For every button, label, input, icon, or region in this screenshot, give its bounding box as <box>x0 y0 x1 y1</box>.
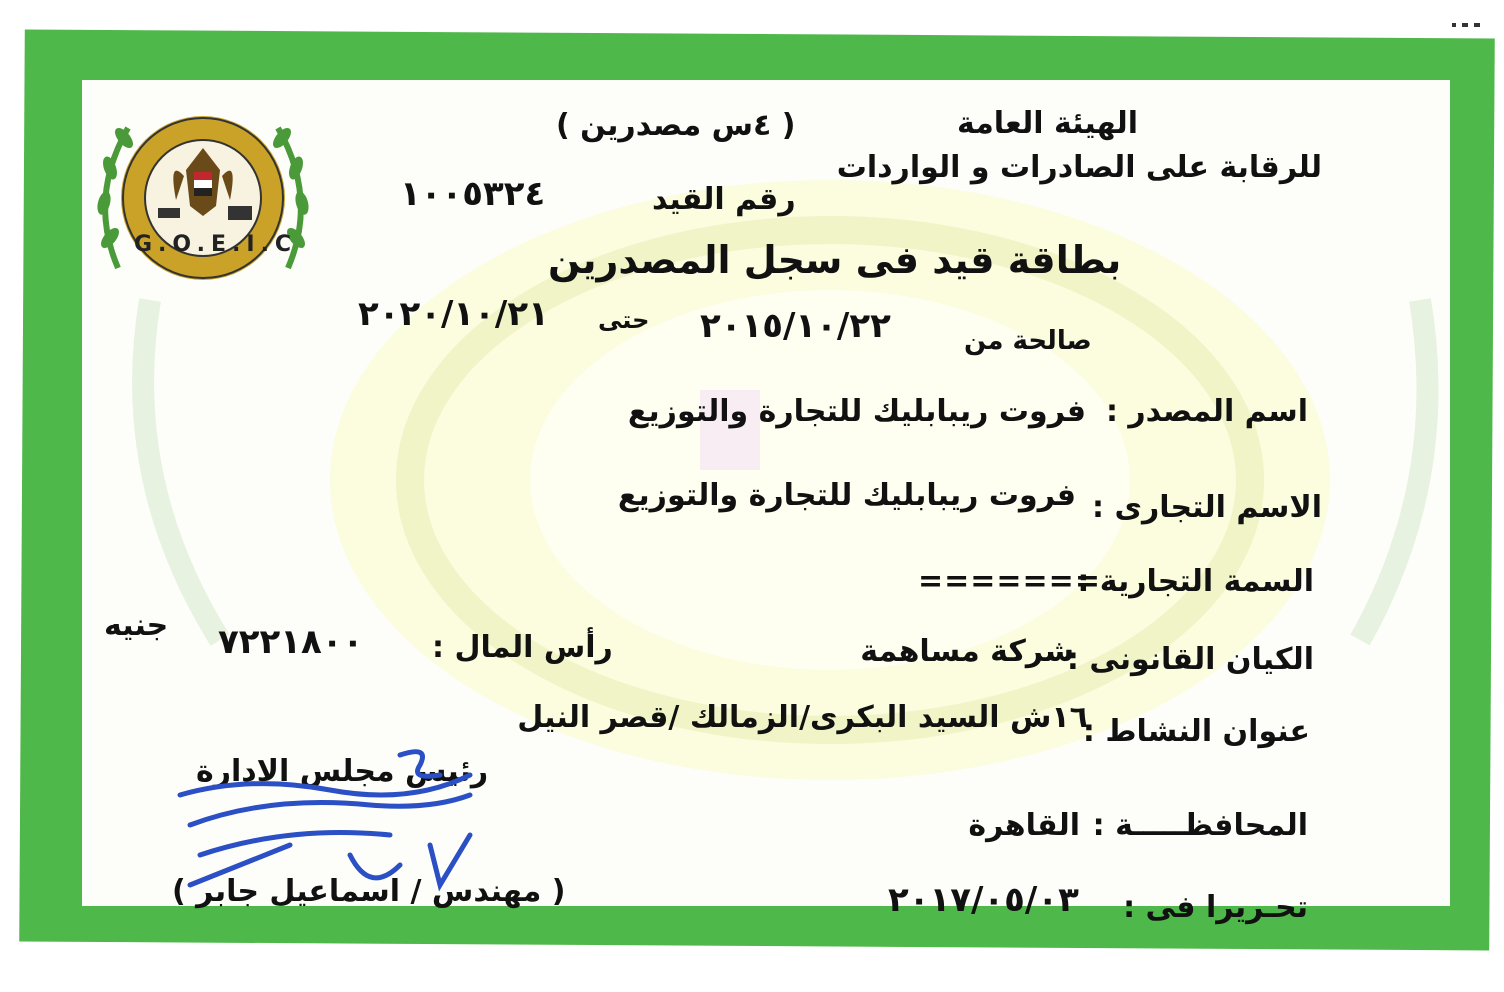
capital-value: ٧٢٢١٨٠٠ <box>218 622 364 662</box>
exporter-name-value: فروت ريبابليك للتجارة والتوزيع <box>627 394 1086 429</box>
logo-acronym: G.O.E.I.C <box>134 232 298 257</box>
trade-name-label: الاسم التجارى : <box>1092 490 1322 525</box>
capital-unit: جنيه <box>104 608 169 643</box>
issuer-line-1: الهيئة العامة <box>957 106 1138 141</box>
valid-from-date: ٢٠١٥/١٠/٢٢ <box>700 306 891 346</box>
valid-to-label: حتى <box>598 306 650 334</box>
scan-artifact <box>1452 14 1482 20</box>
issued-date: ٢٠١٧/٠٥/٠٣ <box>888 880 1079 920</box>
governorate-label: المحافظـــــة : <box>1092 808 1308 843</box>
exporter-name-label: اسم المصدر : <box>1105 394 1308 429</box>
card-title: بطاقة قيد فى سجل المصدرين <box>548 238 1122 282</box>
address-value: ١٦ش السيد البكرى/الزمالك /قصر النيل <box>517 700 1088 735</box>
issuer-line-2: للرقابة على الصادرات و الواردات <box>836 150 1322 185</box>
governorate-value: القاهرة <box>968 808 1080 843</box>
capital-label: رأس المال : <box>432 630 613 665</box>
registration-label: رقم القيد <box>652 182 796 217</box>
legal-entity-label: الكيان القانونى : <box>1066 642 1314 677</box>
registration-number: ١٠٠٥٣٢٤ <box>400 174 546 214</box>
handwritten-signature <box>170 735 500 905</box>
valid-to-date: ٢٠٢٠/١٠/٢١ <box>358 294 549 334</box>
valid-from-label: صالحة من <box>964 326 1092 356</box>
signatory-name: ( مهندس / اسماعيل جابر ) <box>172 874 566 909</box>
signatory-title: رئيس مجلس الادارة <box>196 754 489 789</box>
issued-label: تحـريرا فى : <box>1123 890 1308 925</box>
trademark-value: ======= <box>918 564 1101 599</box>
address-label: عنوان النشاط : <box>1082 714 1310 749</box>
trade-name-value: فروت ريبابليك للتجارة والتوزيع <box>617 478 1076 513</box>
goeic-logo-icon <box>88 88 318 308</box>
trademark-label: السمة التجارية : <box>1077 564 1314 599</box>
legal-entity-value: شركة مساهمة <box>860 634 1074 669</box>
form-code: ( ٤س مصدرين ) <box>556 108 796 143</box>
